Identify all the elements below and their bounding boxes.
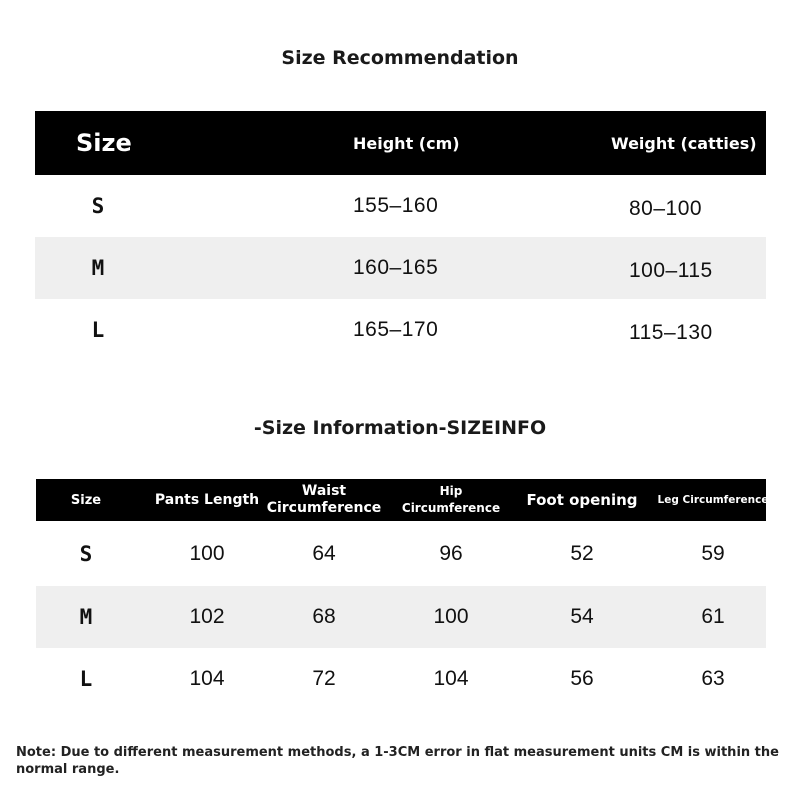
weight-cell: 100–115 [629,259,713,282]
hip-cell: 104 [433,667,469,690]
table-row [36,648,766,710]
table-row [35,175,766,237]
size-cell: S [79,542,93,566]
leg-cell: 63 [701,667,725,690]
measurement-note: Note: Due to different measurement methods, a 1-3CM error in flat measurement units CM is within the normal range. [16,745,779,777]
pants-length-cell: 104 [189,667,225,690]
size-cell: M [91,256,105,280]
header-height: Height (cm) [353,133,460,153]
header-leg-circumference: Leg Circumference [657,493,769,506]
hip-cell: 100 [433,605,469,628]
header-waist-circumference: Waist Circumference [266,483,382,516]
leg-cell: 59 [701,542,725,565]
table-row [36,586,766,648]
size-info-header-row [36,479,769,521]
size-cell: S [91,194,105,218]
header-weight: Weight (catties) [611,133,757,153]
size-cell: L [79,667,93,691]
recommendation-header-row [35,111,766,175]
waist-cell: 72 [312,667,336,690]
size-cell: M [79,605,93,629]
header-hip-circumference: Hip Circumference [401,484,501,515]
header-size: Size [76,129,132,157]
foot-opening-cell: 56 [570,667,594,690]
height-cell: 155–160 [353,194,439,217]
table-row [35,237,766,299]
pants-length-cell: 100 [189,542,225,565]
pants-length-cell: 102 [189,605,225,628]
height-cell: 165–170 [353,318,439,341]
table-row [35,299,766,361]
header-foot-opening: Foot opening [526,490,638,509]
header-size: Size [70,492,102,508]
hip-cell: 96 [439,542,463,565]
waist-cell: 68 [312,605,336,628]
size-cell: L [91,318,105,342]
foot-opening-cell: 52 [570,542,594,565]
size-information-title: -Size Information-SIZEINFO [253,417,547,439]
size-recommendation-title: Size Recommendation [281,47,519,69]
weight-cell: 80–100 [629,197,703,220]
header-pants-length: Pants Length [154,491,260,508]
table-row [36,523,766,585]
waist-cell: 64 [312,542,336,565]
height-cell: 160–165 [353,256,439,279]
leg-cell: 61 [701,605,725,628]
foot-opening-cell: 54 [570,605,594,628]
weight-cell: 115–130 [629,321,713,344]
